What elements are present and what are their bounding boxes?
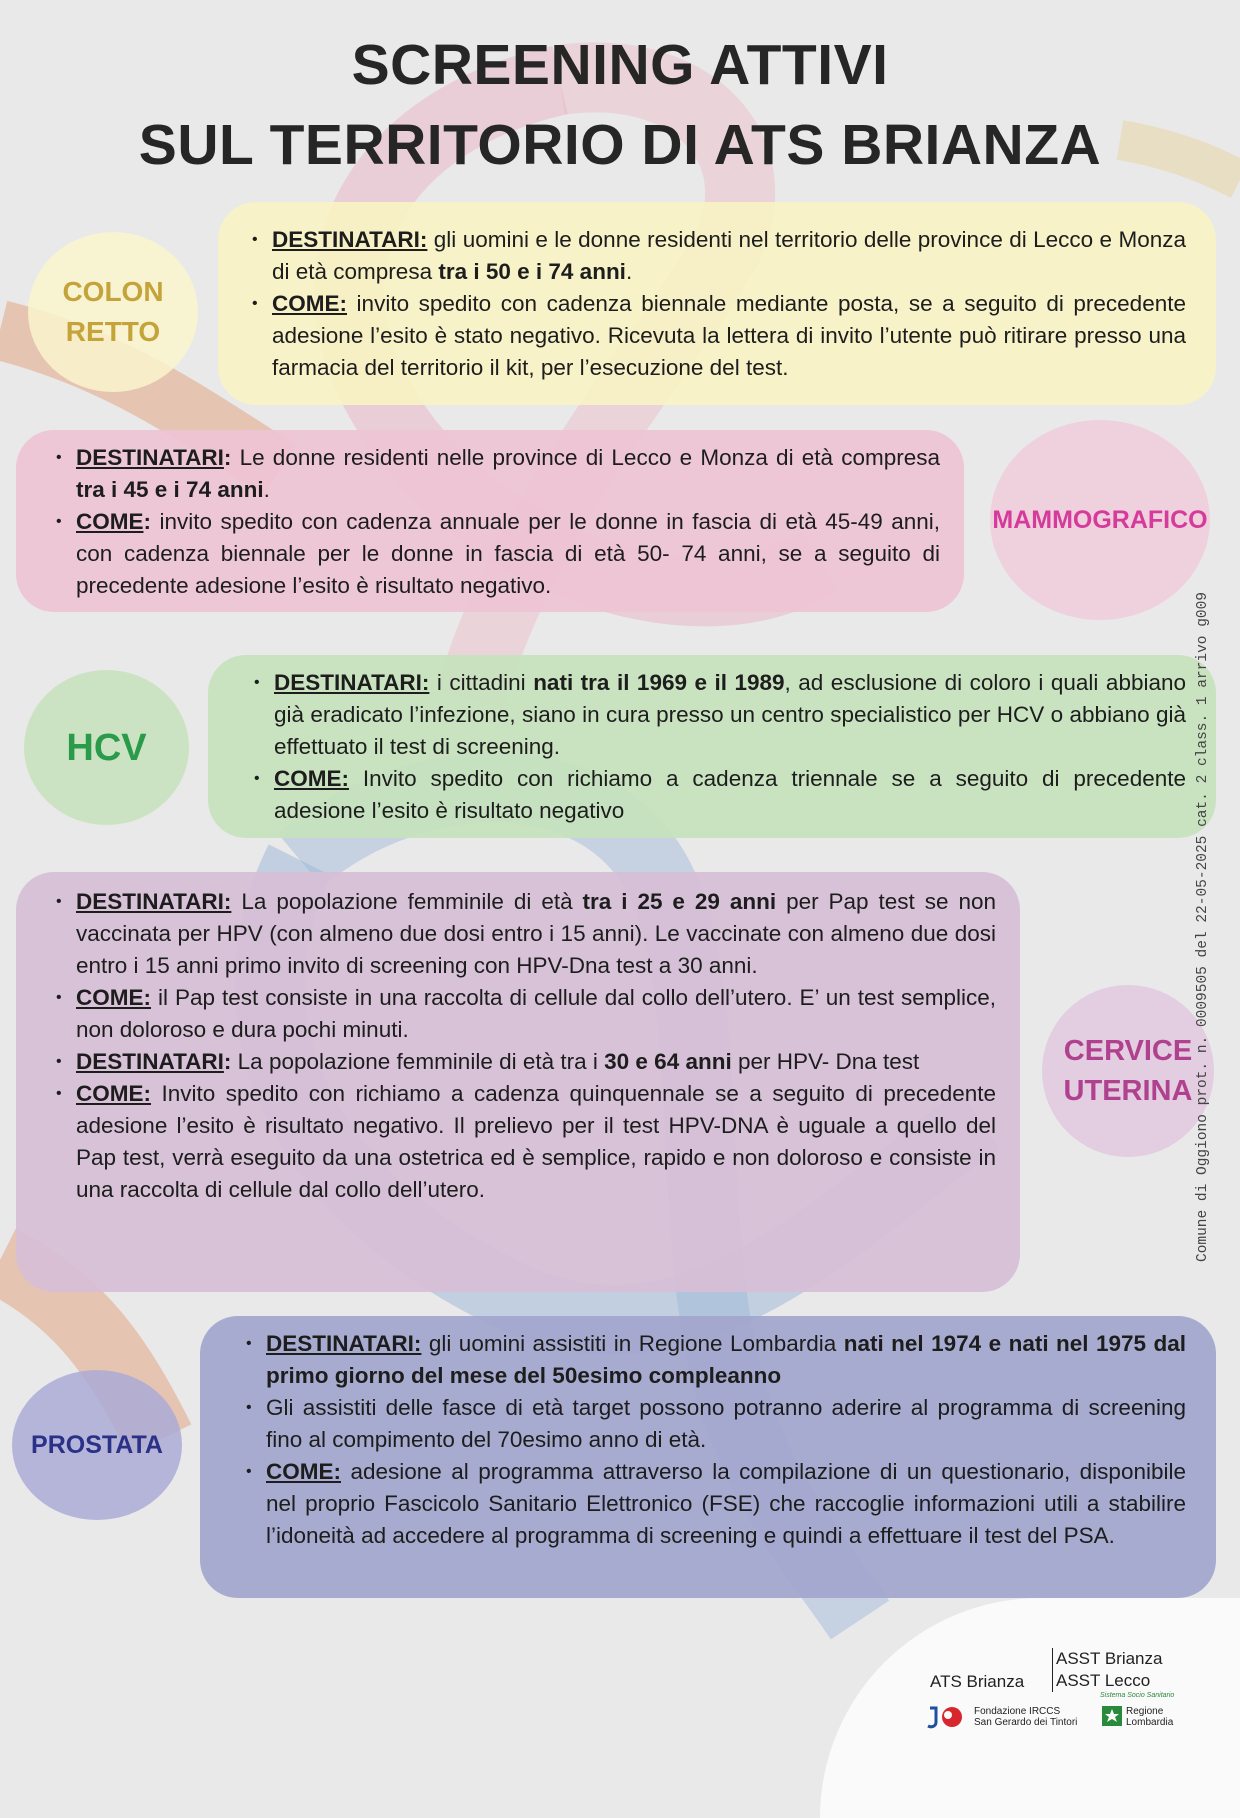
bullet-item bbox=[76, 506, 940, 602]
fondazione-line-2: San Gerardo dei Tintori bbox=[974, 1717, 1078, 1728]
bullet-text: Invito spedito con richiamo a cadenza quinquennale se a seguito di precedente adesione l’esito è risultato negativo. Il prelievo per il test HPV-DNA è uguale a quello del Pap test, verrà eseguito da una ostetrica ed è semplice, rapido e non doloroso e consiste in una raccolta di cellule dal collo dell’utero. bbox=[76, 1081, 996, 1202]
hcv-badge-label: HCV bbox=[66, 726, 147, 769]
bullet-label: DESTINATARI: bbox=[76, 889, 232, 914]
bullet-text: Invito spedito con richiamo a cadenza triennale se a seguito di precedente adesione l’esito è risultato negativo bbox=[274, 766, 1186, 823]
regione-lombardia-icon bbox=[1102, 1706, 1122, 1726]
bullet-text: i cittadini bbox=[429, 670, 534, 695]
bullet-item bbox=[274, 763, 1186, 827]
bullet-text: per Pap test se non vaccinata per HPV (con almeno due dosi entro i 15 anni). Le vaccinate con almeno due dosi entro i 15 anni primo invito di screening con HPV-Dna test a 30 anni. bbox=[76, 889, 996, 978]
bullet-item bbox=[76, 442, 940, 506]
bullet-item bbox=[76, 1046, 996, 1078]
prostata-list bbox=[244, 1328, 1186, 1552]
bullet-text: invito spedito con cadenza annuale per le donne in fascia di età 45-49 anni, con cadenza biennale per le donne in fascia di età 50- 74 anni, se a seguito di precedente adesione l’esito è risultato negativo. bbox=[76, 509, 940, 598]
bullet-item bbox=[76, 886, 996, 982]
bullet-label: COME: bbox=[274, 766, 349, 791]
protocol-stamp: Comune di Oggiono prot. n. 0009505 del 22-05-2025 cat. 2 class. 1 arrivo g009 bbox=[1195, 591, 1211, 1262]
bullet-text: Gli assistiti delle fasce di età target possono potranno aderire al programma di screening fino al compimento del 70esimo anno di età. bbox=[266, 1395, 1186, 1452]
cervice-uterina-panel bbox=[16, 872, 1020, 1292]
mammografico-badge bbox=[990, 420, 1210, 620]
colon-badge-line-1: COLON bbox=[62, 276, 164, 307]
fondazione-line-1: Fondazione IRCCS bbox=[974, 1706, 1061, 1717]
sistema-socio-sanitario-label: Sistema Socio Sanitario bbox=[1100, 1692, 1175, 1699]
bullet-label: COME: bbox=[76, 985, 151, 1010]
colon-list bbox=[250, 224, 1186, 384]
bullet-label: DESTINATARI: bbox=[274, 670, 430, 695]
asst-logo bbox=[1056, 1648, 1162, 1692]
bullet-text: gli uomini assistiti in Regione Lombardia bbox=[421, 1331, 844, 1356]
bullet-text: . bbox=[263, 477, 270, 502]
mammo-list bbox=[54, 442, 940, 602]
fondazione-logo-text bbox=[974, 1706, 1077, 1728]
page-title-line-2: SUL TERRITORIO DI ATS BRIANZA bbox=[138, 113, 1102, 177]
mammo-badge-label: MAMMOGRAFICO bbox=[992, 506, 1208, 534]
cervice-uterina-badge bbox=[1042, 985, 1214, 1157]
bullet-text: Le donne residenti nelle province di Lecco e Monza di età compresa bbox=[231, 445, 940, 470]
bullet-emphasis: nati nel 1974 e nati nel 1975 dal primo giorno del mese del 50esimo compleanno bbox=[266, 1331, 1186, 1388]
bullet-item bbox=[274, 667, 1186, 763]
fondazione-logo-icon bbox=[926, 1704, 966, 1730]
bullet-label: DESTINATARI bbox=[76, 1049, 224, 1074]
bullet-emphasis: 30 e 64 anni bbox=[604, 1049, 732, 1074]
bullet-item bbox=[266, 1392, 1186, 1456]
regione-lombardia-text bbox=[1126, 1706, 1173, 1728]
cervice-list bbox=[54, 886, 996, 1206]
prostata-badge bbox=[12, 1370, 182, 1520]
asst-brianza-label: ASST Brianza bbox=[1056, 1649, 1163, 1668]
bullet-label: DESTINATARI bbox=[76, 445, 224, 470]
colon-badge-line-2: RETTO bbox=[65, 316, 161, 347]
hcv-panel bbox=[208, 655, 1216, 838]
bullet-text: invito spedito con cadenza biennale mediante posta, se a seguito di precedente adesione l’esito è stato negativo. Ricevuta la lettera di invito l’utente può ritirare presso una farmacia del territorio il kit, per l’esecuzione del test. bbox=[272, 291, 1186, 380]
bullet-label-colon: : bbox=[223, 445, 232, 470]
bullet-text: . bbox=[625, 259, 633, 284]
bullet-item bbox=[76, 1078, 996, 1206]
cervice-badge-line-1: CERVICE bbox=[1063, 1035, 1193, 1067]
cervice-badge-line-2: UTERINA bbox=[1063, 1075, 1193, 1107]
bullet-item bbox=[76, 982, 996, 1046]
bullet-label-colon: : bbox=[223, 1049, 232, 1074]
bullet-label: COME: bbox=[266, 1459, 341, 1484]
bullet-item bbox=[272, 224, 1186, 288]
bullet-item bbox=[266, 1456, 1186, 1552]
hcv-badge bbox=[24, 670, 189, 825]
regione-line-1: Regione bbox=[1126, 1706, 1164, 1717]
page-title-line-1: SCREENING ATTIVI bbox=[351, 33, 889, 97]
bullet-text: , ad esclusione di coloro i quali abbiano già eradicato l’infezione, siano in cura presso un centro specialistico per HCV o abbiano già effettuato il test di screening. bbox=[274, 670, 1187, 759]
bullet-text: gli uomini e le donne residenti nel territorio delle province di Lecco e Monza di età compresa bbox=[272, 227, 1186, 284]
bullet-label: DESTINATARI: bbox=[266, 1331, 422, 1356]
bullet-label: COME: bbox=[272, 291, 347, 316]
regione-line-2: Lombardia bbox=[1126, 1717, 1174, 1728]
bullet-label: COME: bbox=[76, 1081, 151, 1106]
bullet-label: COME bbox=[76, 509, 144, 534]
bullet-text: adesione al programma attraverso la compilazione di un questionario, disponibile nel proprio Fascicolo Sanitario Elettronico (FSE) che raccoglie informazioni utili a stabilire l’idoneità ad accedere al programma di screening e quindi a effettuare il test del PSA. bbox=[266, 1459, 1186, 1548]
bullet-text: il Pap test consiste in una raccolta di cellule dal collo dell’utero. E’ un test semplice, non doloroso e dura pochi minuti. bbox=[76, 985, 996, 1042]
colon-retto-badge bbox=[28, 232, 198, 392]
bullet-text: La popolazione femminile di età tra i bbox=[231, 1049, 605, 1074]
bullet-item bbox=[272, 288, 1186, 384]
asst-lecco-label: ASST Lecco bbox=[1056, 1671, 1151, 1690]
bullet-text: per HPV- Dna test bbox=[731, 1049, 920, 1074]
hcv-list bbox=[252, 667, 1186, 827]
bullet-label-colon: : bbox=[143, 509, 151, 534]
ats-brianza-logo: ATS Brianza bbox=[930, 1672, 1025, 1691]
prostata-panel bbox=[200, 1316, 1216, 1598]
bullet-emphasis: nati tra il 1969 e il 1989 bbox=[533, 670, 785, 695]
mammografico-panel bbox=[16, 430, 964, 612]
bullet-emphasis: tra i 25 e 29 anni bbox=[582, 889, 777, 914]
logo-separator bbox=[1052, 1648, 1053, 1692]
bullet-text: La popolazione femminile di età bbox=[231, 889, 583, 914]
bullet-item bbox=[266, 1328, 1186, 1392]
prostata-badge-label: PROSTATA bbox=[31, 1431, 163, 1459]
bullet-label: DESTINATARI: bbox=[272, 227, 428, 252]
bullet-emphasis: tra i 50 e i 74 anni bbox=[438, 259, 626, 284]
colon-retto-panel bbox=[218, 202, 1216, 405]
bullet-emphasis: tra i 45 e i 74 anni bbox=[76, 477, 264, 502]
